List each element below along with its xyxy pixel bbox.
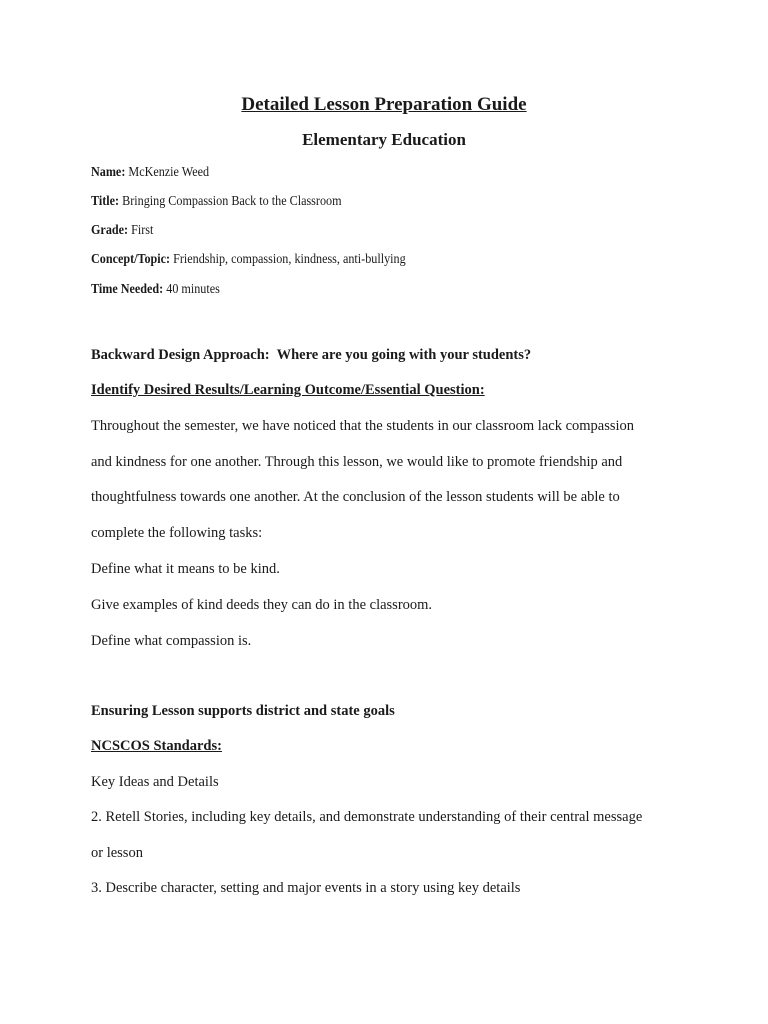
backward-design-heading: Backward Design Approach: Where are you going with your students? xyxy=(91,347,532,363)
info-value: McKenzie Weed xyxy=(128,164,210,179)
info-title xyxy=(91,192,342,210)
info-label: Grade: xyxy=(91,222,129,237)
paragraph-line: Throughout the semester, we have noticed that the students in our classroom lack compassion xyxy=(91,418,635,434)
standard-2-line: or lesson xyxy=(91,845,143,861)
info-label: Time Needed: xyxy=(91,281,164,296)
info-label: Title: xyxy=(91,193,120,208)
info-value: 40 minutes xyxy=(166,281,220,296)
info-grade xyxy=(91,221,153,239)
paragraph-line: and kindness for one another. Through this lesson, we would like to promote friendship and xyxy=(91,454,623,470)
document-subtitle: Elementary Education xyxy=(302,130,466,149)
info-value: First xyxy=(131,222,154,237)
task-item: Define what compassion is. xyxy=(91,633,252,649)
desired-results-heading: Identify Desired Results/Learning Outcome/Essential Question: xyxy=(91,382,485,398)
standards-heading: NCSCOS Standards: xyxy=(91,738,222,754)
info-value: Friendship, compassion, kindness, anti-bullying xyxy=(173,251,406,266)
paragraph-line: complete the following tasks: xyxy=(91,525,263,541)
goals-heading: Ensuring Lesson supports district and state goals xyxy=(91,703,395,719)
info-value: Bringing Compassion Back to the Classroom xyxy=(122,193,342,208)
document-title: Detailed Lesson Preparation Guide xyxy=(241,94,527,115)
info-time xyxy=(91,280,220,298)
info-label: Name: xyxy=(91,164,126,179)
info-concept xyxy=(91,250,406,268)
standard-2-line: 2. Retell Stories, including key details, and demonstrate understanding of their central message xyxy=(91,809,643,825)
standard-3: 3. Describe character, setting and major events in a story using key details xyxy=(91,880,521,896)
info-label: Concept/Topic: xyxy=(91,251,171,266)
paragraph-line: thoughtfulness towards one another. At the conclusion of the lesson students will be able to xyxy=(91,489,620,505)
task-item: Define what it means to be kind. xyxy=(91,561,280,577)
info-name xyxy=(91,163,209,181)
standards-group: Key Ideas and Details xyxy=(91,774,219,790)
task-item: Give examples of kind deeds they can do in the classroom. xyxy=(91,597,433,613)
